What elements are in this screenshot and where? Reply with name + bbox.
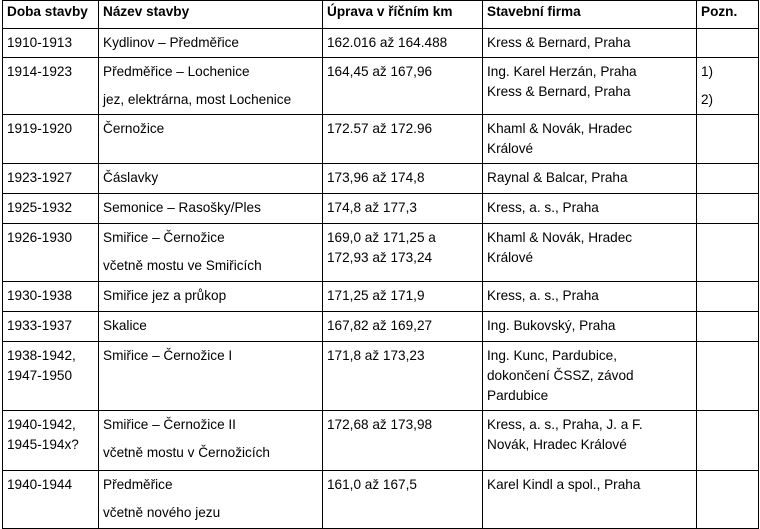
cell-line: 1919-1920 bbox=[7, 121, 73, 136]
cell-poznamka bbox=[697, 164, 759, 194]
cell-firma bbox=[483, 29, 697, 58]
cell-uprava bbox=[323, 164, 483, 194]
cell-line: 1914-1923 bbox=[7, 64, 73, 79]
cell-line: 1945-194x? bbox=[7, 437, 79, 452]
construction-table bbox=[2, 0, 759, 529]
cell-line: Novák, Hradec Králové bbox=[487, 437, 627, 452]
cell-doba bbox=[3, 58, 99, 115]
cell-uprava bbox=[323, 411, 483, 471]
cell-line: dokončení ČSSZ, závod bbox=[487, 368, 634, 383]
cell-line: 172,93 až 173,24 bbox=[327, 250, 433, 265]
cell-nazev bbox=[99, 342, 323, 411]
header-doba-stavby: Doba stavby bbox=[3, 1, 99, 29]
cell-line: 1910-1913 bbox=[7, 35, 73, 50]
table-row bbox=[3, 194, 759, 224]
cell-doba bbox=[3, 312, 99, 342]
cell-doba bbox=[3, 224, 99, 282]
table-row bbox=[3, 224, 759, 282]
table-row bbox=[3, 58, 759, 115]
cell-nazev bbox=[99, 194, 323, 224]
cell-line: Ing. Bukovský, Praha bbox=[487, 318, 616, 333]
cell-line: Raynal & Balcar, Praha bbox=[487, 170, 628, 185]
header-nazev-stavby: Název stavby bbox=[99, 1, 323, 29]
cell-line: 1926-1930 bbox=[7, 230, 73, 245]
cell-line: 173,96 až 174,8 bbox=[327, 170, 425, 185]
cell-firma bbox=[483, 224, 697, 282]
cell-line: 167,82 až 169,27 bbox=[327, 318, 433, 333]
table-row bbox=[3, 312, 759, 342]
cell-line: jez, elektrárna, most Lochenice bbox=[103, 92, 292, 107]
line-gap bbox=[103, 435, 318, 443]
cell-poznamka bbox=[697, 194, 759, 224]
cell-line: Ing. Kunc, Pardubice, bbox=[487, 348, 617, 363]
cell-line: Králové bbox=[487, 250, 534, 265]
table-row bbox=[3, 164, 759, 194]
table-row bbox=[3, 282, 759, 312]
cell-line: 164,45 až 167,96 bbox=[327, 64, 433, 79]
cell-doba bbox=[3, 164, 99, 194]
cell-uprava bbox=[323, 29, 483, 58]
cell-doba bbox=[3, 342, 99, 411]
table-row bbox=[3, 29, 759, 58]
cell-line: Ing. Karel Herzán, Praha bbox=[487, 64, 637, 79]
table-row bbox=[3, 471, 759, 529]
cell-poznamka bbox=[697, 282, 759, 312]
cell-line: Skalice bbox=[103, 318, 147, 333]
cell-nazev bbox=[99, 282, 323, 312]
cell-doba bbox=[3, 115, 99, 164]
cell-uprava bbox=[323, 58, 483, 115]
cell-line: 1947-1950 bbox=[7, 368, 73, 383]
cell-firma bbox=[483, 342, 697, 411]
cell-firma bbox=[483, 115, 697, 164]
cell-uprava bbox=[323, 312, 483, 342]
cell-line: včetně mostu v Černožicích bbox=[103, 445, 270, 460]
cell-line: 1940-1944 bbox=[7, 477, 73, 492]
cell-uprava bbox=[323, 194, 483, 224]
cell-line: Khaml & Novák, Hradec bbox=[487, 121, 633, 136]
table-row bbox=[3, 115, 759, 164]
cell-nazev bbox=[99, 164, 323, 194]
table-row bbox=[3, 411, 759, 471]
cell-line: 169,0 až 171,25 a bbox=[327, 230, 436, 245]
cell-poznamka bbox=[697, 471, 759, 529]
table-row bbox=[3, 342, 759, 411]
cell-uprava bbox=[323, 471, 483, 529]
cell-line: Čáslavky bbox=[103, 170, 159, 185]
line-gap bbox=[103, 248, 318, 256]
header-uprava: Úprava v říčním km bbox=[323, 1, 483, 29]
cell-poznamka bbox=[697, 411, 759, 471]
cell-line: Kress & Bernard, Praha bbox=[487, 84, 631, 99]
cell-line: 1930-1938 bbox=[7, 288, 73, 303]
cell-firma bbox=[483, 282, 697, 312]
cell-line: 162.016 až 164.488 bbox=[327, 35, 448, 50]
cell-poznamka bbox=[697, 224, 759, 282]
cell-firma bbox=[483, 164, 697, 194]
cell-line: Kress, a. s., Praha bbox=[487, 288, 599, 303]
cell-uprava bbox=[323, 342, 483, 411]
cell-line: Smiřice – Černožice I bbox=[103, 348, 233, 363]
cell-nazev bbox=[99, 224, 323, 282]
cell-firma bbox=[483, 411, 697, 471]
cell-firma bbox=[483, 471, 697, 529]
table-header bbox=[3, 1, 759, 29]
cell-line: 172.57 až 172.96 bbox=[327, 121, 433, 136]
cell-nazev bbox=[99, 29, 323, 58]
cell-nazev bbox=[99, 471, 323, 529]
cell-line: Kydlinov – Předměřice bbox=[103, 35, 239, 50]
cell-poznamka bbox=[697, 115, 759, 164]
cell-uprava bbox=[323, 115, 483, 164]
cell-line: Předměřice bbox=[103, 477, 173, 492]
cell-firma bbox=[483, 194, 697, 224]
cell-line: Černožice bbox=[103, 121, 165, 136]
cell-line: 172,68 až 173,98 bbox=[327, 417, 433, 432]
cell-line: Králové bbox=[487, 141, 534, 156]
cell-line: 2) bbox=[701, 92, 714, 107]
cell-nazev bbox=[99, 312, 323, 342]
cell-line: 1923-1927 bbox=[7, 170, 73, 185]
cell-doba bbox=[3, 29, 99, 58]
cell-line: Smiřice jez a průkop bbox=[103, 288, 227, 303]
cell-nazev bbox=[99, 411, 323, 471]
cell-line: včetně nového jezu bbox=[103, 505, 221, 520]
cell-poznamka bbox=[697, 58, 759, 115]
cell-line: 1940-1942, bbox=[7, 417, 76, 432]
line-gap bbox=[103, 495, 318, 503]
cell-line: Předměřice – Lochenice bbox=[103, 64, 250, 79]
cell-line: Karel Kindl a spol., Praha bbox=[487, 477, 641, 492]
cell-line: včetně mostu ve Smiřicích bbox=[103, 258, 262, 273]
header-row bbox=[3, 1, 759, 29]
cell-line: Smiřice – Černožice II bbox=[103, 417, 236, 432]
cell-uprava bbox=[323, 224, 483, 282]
line-gap bbox=[103, 82, 318, 90]
cell-line: Kress & Bernard, Praha bbox=[487, 35, 631, 50]
cell-line: 171,8 až 173,23 bbox=[327, 348, 425, 363]
cell-uprava bbox=[323, 282, 483, 312]
cell-line: Khaml & Novák, Hradec bbox=[487, 230, 633, 245]
cell-doba bbox=[3, 411, 99, 471]
cell-line: Kress, a. s., Praha, J. a F. bbox=[487, 417, 643, 432]
cell-line: Pardubice bbox=[487, 388, 549, 403]
cell-line: 1933-1937 bbox=[7, 318, 73, 333]
cell-line: 1) bbox=[701, 64, 714, 79]
cell-line: 161,0 až 167,5 bbox=[327, 477, 417, 492]
cell-doba bbox=[3, 282, 99, 312]
cell-doba bbox=[3, 194, 99, 224]
cell-nazev bbox=[99, 115, 323, 164]
line-gap bbox=[701, 82, 754, 90]
cell-line: Smiřice – Černožice bbox=[103, 230, 225, 245]
cell-line: 1938-1942, bbox=[7, 348, 76, 363]
header-stavebni-firma: Stavební firma bbox=[483, 1, 697, 29]
cell-poznamka bbox=[697, 342, 759, 411]
cell-line: Kress, a. s., Praha bbox=[487, 200, 599, 215]
cell-nazev bbox=[99, 58, 323, 115]
cell-doba bbox=[3, 471, 99, 529]
cell-firma bbox=[483, 58, 697, 115]
table-body bbox=[3, 29, 759, 529]
header-poznamka: Pozn. bbox=[697, 1, 759, 29]
cell-line: 1925-1932 bbox=[7, 200, 73, 215]
cell-line: 174,8 až 177,3 bbox=[327, 200, 417, 215]
cell-line: 171,25 až 171,9 bbox=[327, 288, 425, 303]
cell-poznamka bbox=[697, 29, 759, 58]
cell-firma bbox=[483, 312, 697, 342]
cell-line: Semonice – Rasošky/Ples bbox=[103, 200, 261, 215]
cell-poznamka bbox=[697, 312, 759, 342]
